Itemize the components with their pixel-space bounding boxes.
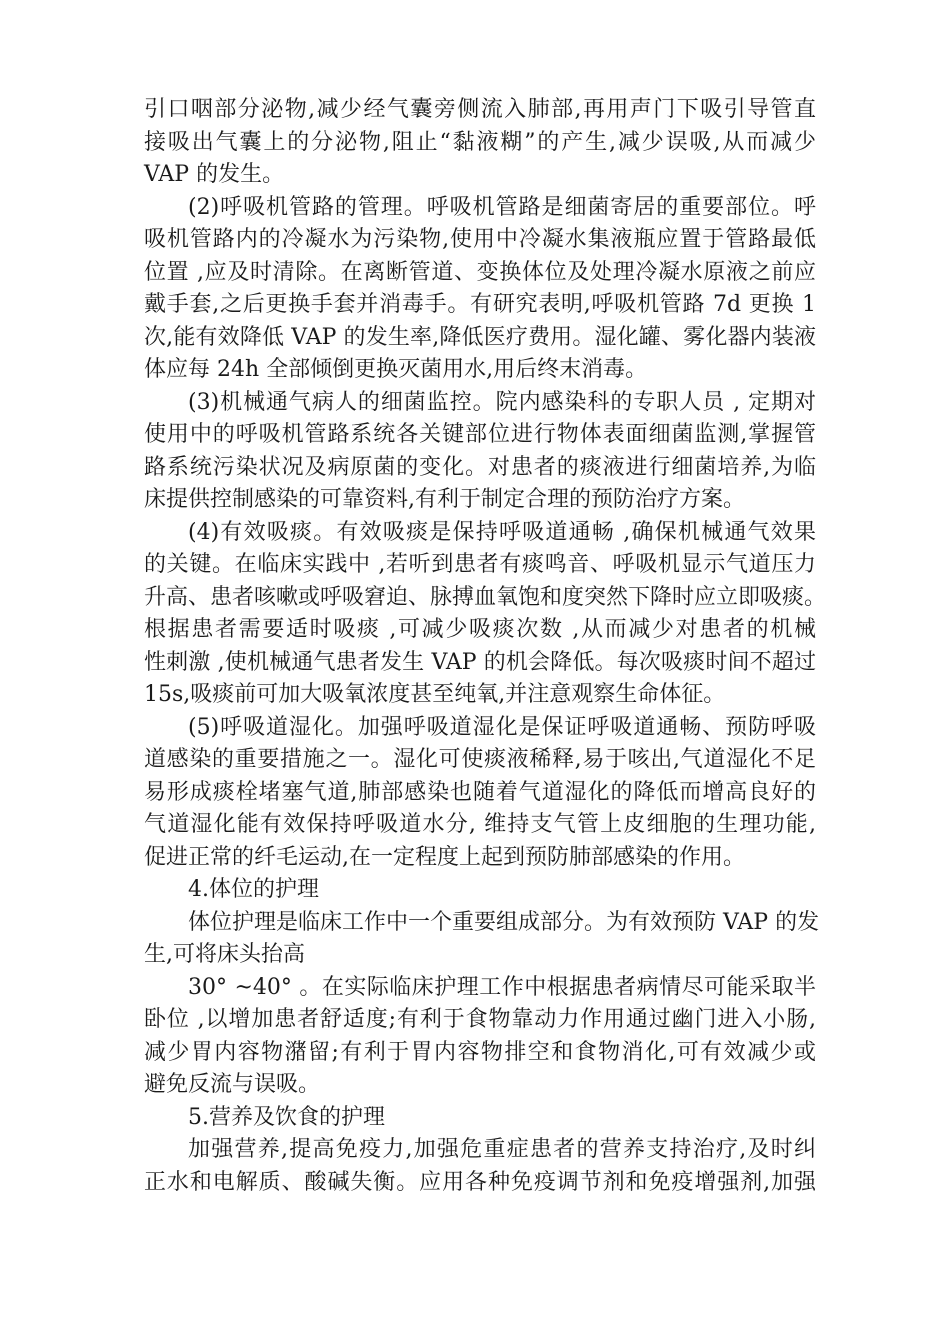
text-line: 4.体位的护理	[188, 877, 319, 902]
text-line: 体应每 24h 全部倾倒更换灭菌用水,用后终末消毒。	[144, 357, 648, 382]
text-line: 路系统污染状况及病原菌的变化。对患者的痰液进行细菌培养,为临	[144, 454, 816, 480]
text-line: 床提供控制感染的可靠资料,有利于制定合理的预防治疗方案。	[144, 487, 745, 512]
text-line: 减少胃内容物潴留;有利于胃内容物排空和食物消化,可有效减少或	[144, 1039, 816, 1065]
text-line: 性刺激 ,使机械通气患者发生 VAP 的机会降低。每次吸痰时间不超过	[144, 649, 816, 675]
text-line: 生,可将床头抬高	[144, 942, 305, 967]
text-line: 戴手套,之后更换手套并消毒手。有研究表明,呼吸机管路 7d 更换 1	[144, 292, 816, 317]
text-line: 气道湿化能有效保持呼吸道水分, 维持支气管上皮细胞的生理功能,	[144, 812, 816, 837]
text-line: (2)呼吸机管路的管理。呼吸机管路是细菌寄居的重要部位。呼	[188, 194, 816, 220]
text-line: (5)呼吸道湿化。加强呼吸道湿化是保证呼吸道通畅、预防呼吸	[188, 714, 816, 740]
text-line: 次,能有效降低 VAP 的发生率,降低医疗费用。湿化罐、雾化器内装液	[144, 324, 816, 350]
text-line: 易形成痰栓堵塞气道,肺部感染也随着气道湿化的降低而增高良好的	[144, 779, 816, 805]
text-line: 卧位 ,以增加患者舒适度;有利于食物靠动力作用通过幽门进入小肠,	[144, 1007, 816, 1032]
text-line: 使用中的呼吸机管路系统各关键部位进行物体表面细菌监测,掌握管	[144, 422, 816, 447]
text-line: 体位护理是临床工作中一个重要组成部分。为有效预防 VAP 的发	[188, 909, 820, 935]
document-body	[144, 94, 827, 1199]
text-line: 道感染的重要措施之一。湿化可使痰液稀释,易于咳出,气道湿化不足	[144, 747, 816, 772]
text-line: (4)有效吸痰。有效吸痰是保持呼吸道通畅 ,确保机械通气效果	[188, 519, 816, 545]
text-line: 引口咽部分泌物,减少经气囊旁侧流入肺部,再用声门下吸引导管直	[144, 97, 816, 122]
text-line: 避免反流与误吸。	[144, 1072, 321, 1097]
text-line: 5.营养及饮食的护理	[188, 1104, 385, 1130]
text-line: 位置 ,应及时清除。在离断管道、变换体位及处理冷凝水原液之前应	[144, 259, 816, 285]
text-line: 吸机管路内的冷凝水为污染物,使用中冷凝水集液瓶应置于管路最低	[144, 227, 816, 252]
text-line: 促进正常的纤毛运动,在一定程度上起到预防肺部感染的作用。	[144, 844, 745, 870]
text-line: 15s,吸痰前可加大吸氧浓度甚至纯氧,并注意观察生命体征。	[144, 682, 726, 707]
text-line: VAP 的发生。	[144, 162, 285, 187]
text-line: 接吸出气囊上的分泌物,阻止“黏液糊”的产生,减少误吸,从而减少	[144, 129, 816, 155]
text-line: 升高、患者咳嗽或呼吸窘迫、脉搏血氧饱和度突然下降时应立即吸痰。	[144, 584, 827, 610]
text-line: 的关键。在临床实践中 ,若听到患者有痰鸣音、呼吸机显示气道压力	[144, 552, 816, 577]
text-line: 正水和电解质、酸碱失衡。应用各种免疫调节剂和免疫增强剂,加强	[144, 1169, 816, 1195]
text-line: 加强营养,提高免疫力,加强危重症患者的营养支持治疗,及时纠	[188, 1137, 816, 1162]
text-line: (3)机械通气病人的细菌监控。院内感染科的专职人员 , 定期对	[188, 389, 816, 415]
text-line: 30° ~40° 。在实际临床护理工作中根据患者病情尽可能采取半	[188, 974, 816, 1000]
text-line: 根据患者需要适时吸痰 ,可减少吸痰次数 ,从而减少对患者的机械	[144, 617, 816, 642]
